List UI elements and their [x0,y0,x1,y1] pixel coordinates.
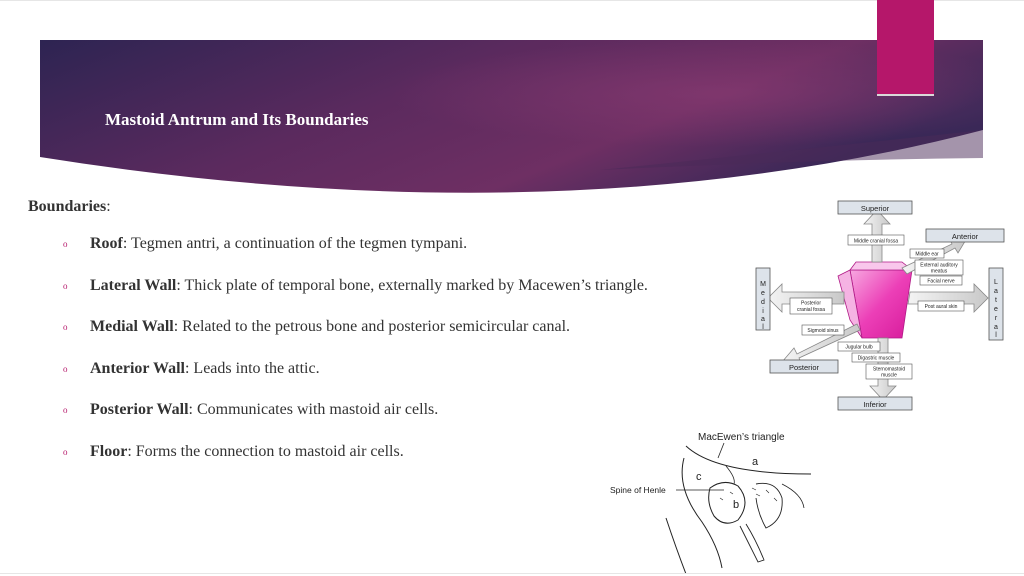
bullet-text [90,398,438,422]
label-superior: Superior [860,204,890,213]
label-lateral-letter: a [994,288,998,295]
slide-title: Mastoid Antrum and Its Boundaries [105,110,369,129]
bullet-marker: o [63,322,68,332]
label-anterior: Anterior [951,232,979,241]
outline-meatus [709,482,745,523]
bullet-text [90,315,570,339]
bottom-border [0,573,1024,574]
bullet-term: Anterior Wall [90,359,185,377]
bullet-description: : Related to the petrous bone and posterior semicircular canal. [173,318,571,335]
label-cranial-fossa: cranial fossa [796,307,826,313]
label-inferior: Inferior [863,400,887,409]
boundaries-heading-colon: : [106,198,111,215]
label-lateral-letter: r [994,315,998,322]
bullet-description: : Thick plate of temporal bone, externally marked by Macewen’s triangle. [176,276,648,294]
outline-right-edge [782,484,804,508]
label-lateral-letter: L [994,279,998,286]
label-lateral-letter: l [995,332,997,339]
label-middle-cranial-fossa: Middle cranial fossa [853,238,899,245]
list-item-lateral-wall [63,274,763,316]
outline-lower-left [666,518,686,574]
bullet-description: : Tegmen antri, a continuation of the tegmen tympani. [122,235,468,252]
pointer-macewen [718,443,724,458]
label-posterior-fossa: Posterior [800,300,822,307]
outline-styloid [740,524,764,562]
label-medial-letter: d [761,299,765,306]
bullet-term: Roof [90,235,123,252]
label-c: c [696,471,702,483]
label-jugular-bulb: Jugular bulb [845,344,873,351]
list-item-roof [63,232,763,274]
label-medial-letter: M [760,281,766,288]
label-facial-nerve: Facial nerve [927,278,955,285]
label-lateral-letter: e [994,306,998,313]
bullet-text [90,274,648,298]
bullet-text [90,357,320,381]
antrum-relations-diagram [752,196,1014,414]
bullet-marker: o [63,363,68,374]
outline-skull-left [682,458,722,568]
bullet-term: Floor [90,442,128,460]
bullet-marker: o [63,239,68,249]
list-item-medial-wall [63,315,763,357]
label-sternomastoid: Sternomastoid [872,366,906,373]
outline-mastoid [756,483,782,528]
bullet-term: Medial Wall [90,318,174,335]
label-spine-of-henle: Spine of Henle [610,485,666,495]
label-medial-letter: e [761,290,765,297]
label-a: a [752,456,759,468]
bullet-marker: o [63,280,68,291]
bullet-term: Posterior Wall [90,401,189,418]
label-middle-ear: Middle ear [915,251,939,258]
label-medial-letter: l [762,324,764,331]
outline-canal [726,466,734,484]
boundaries-heading-label: Boundaries [28,198,107,215]
title-banner [0,0,1024,200]
label-medial-letter: a [761,316,765,323]
macewen-triangle-diagram [606,428,816,574]
bullet-marker: o [63,446,68,457]
bullet-text [90,440,404,464]
bullet-marker: o [63,405,68,415]
label-macewen-triangle: MacEwen’s triangle [698,432,785,443]
label-post-aural-skin: Post aural skin [924,304,958,310]
outline-upper-curve [686,446,811,474]
bullet-text [90,232,467,256]
label-sigmoid-sinus: Sigmoid sinus [807,328,839,334]
label-medial-letter: i [762,308,764,315]
label-lateral-letter: a [994,324,998,331]
label-digastric-muscle: Digastric muscle [857,355,895,362]
shading-marks [720,488,777,501]
bullet-description: : Forms the connection to mastoid air cells. [127,442,404,460]
list-item-anterior-wall [63,357,763,399]
bullet-term: Lateral Wall [90,276,177,294]
accent-tab [877,0,934,96]
label-b: b [733,499,740,511]
label-lateral-letter: t [995,297,997,304]
label-posterior: Posterior [788,363,820,372]
label-external-auditory: External auditory [920,262,958,269]
bullet-description: : Communicates with mastoid air cells. [188,401,439,418]
bullet-description: : Leads into the attic. [184,359,320,377]
boundaries-heading [28,198,111,216]
label-sternomastoid-muscle: muscle [881,372,897,379]
label-meatus: meatus [930,268,948,275]
